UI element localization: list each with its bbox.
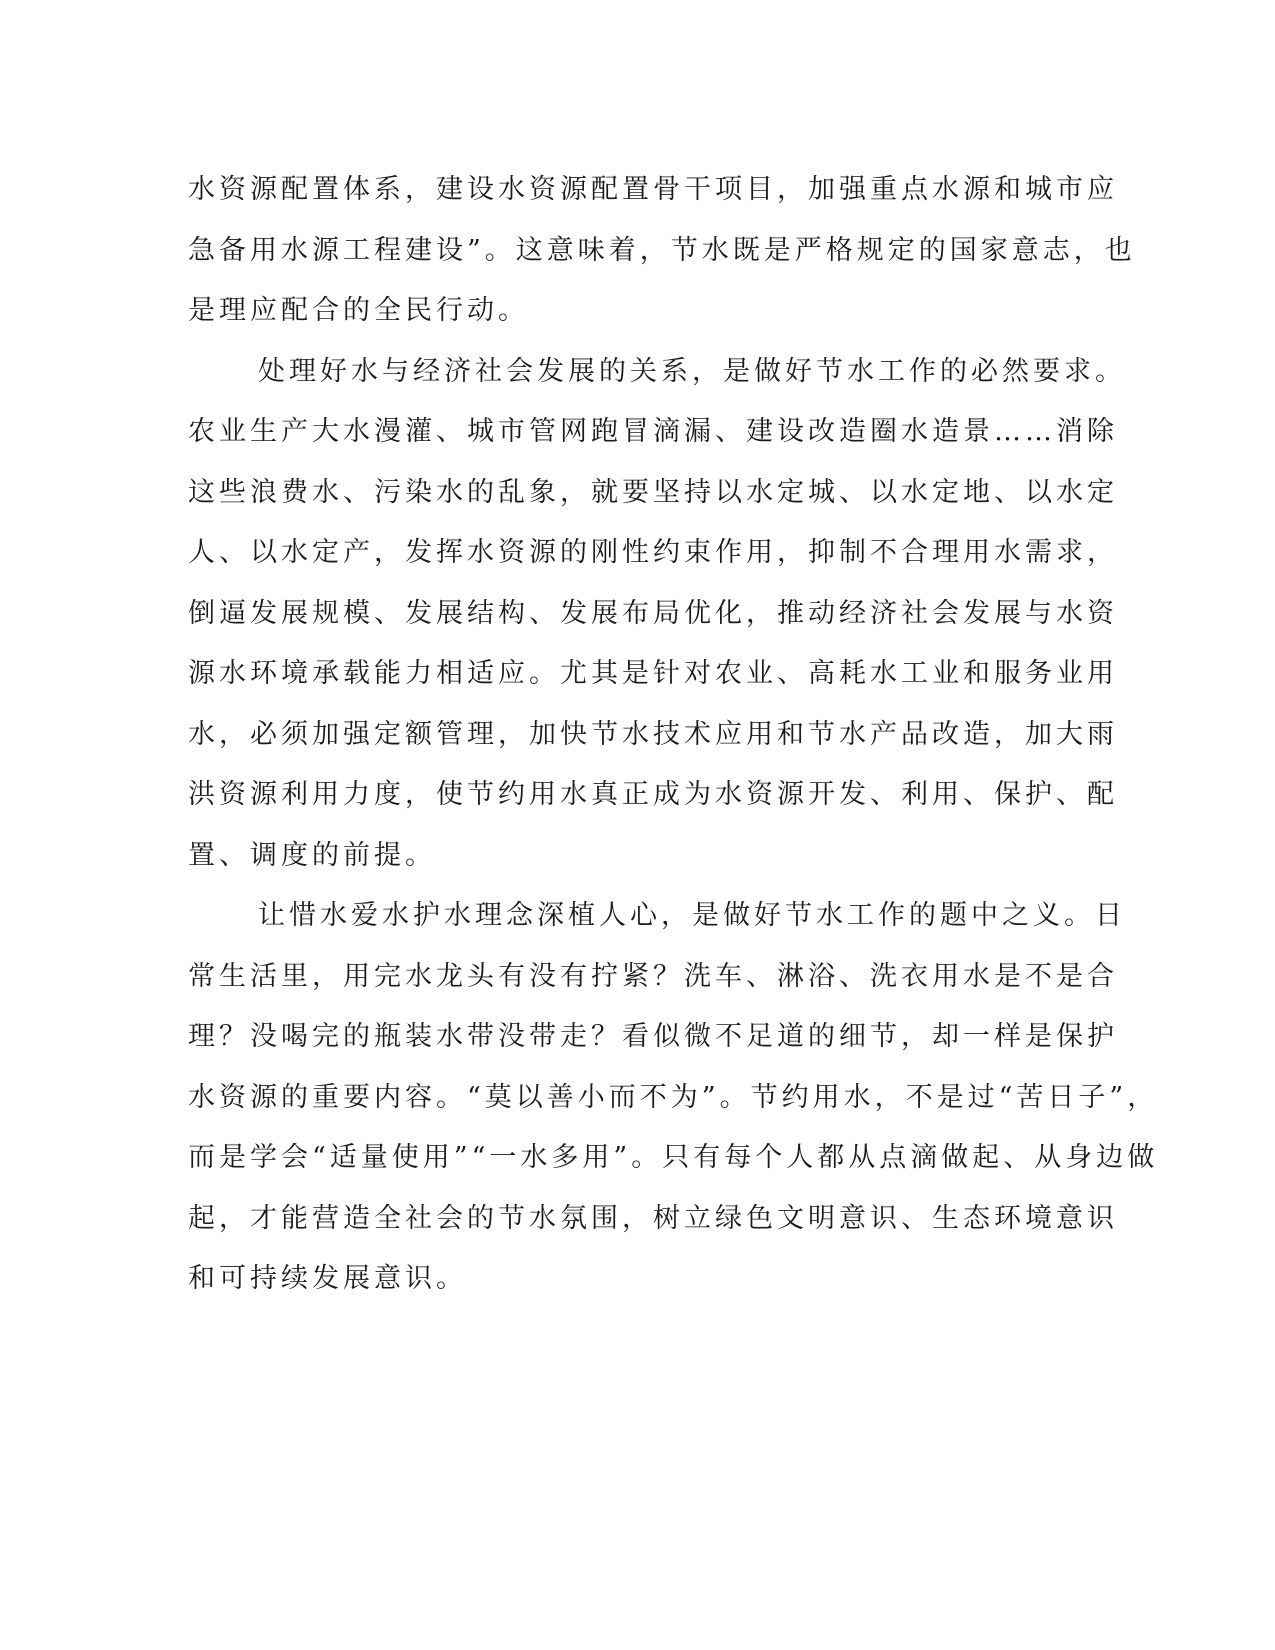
text-line: 人、以水定产，发挥水资源的刚性约束作用，抑制不合理用水需求， — [188, 537, 1118, 568]
text-line: 这些浪费水、污染水的乱象，就要坚持以水定城、以水定地、以水定 — [188, 476, 1118, 508]
text-line: 和可持续发展意识。 — [188, 1263, 467, 1294]
text-line: 常生活里，用完水龙头有没有拧紧？洗车、淋浴、洗衣用水是不是合 — [188, 960, 1118, 992]
body-text — [188, 160, 1159, 1310]
paragraph-1 — [188, 160, 1136, 342]
text-line: 而是学会“适量使用”“一水多用”。只有每个人都从点滴做起、从身边做 — [188, 1142, 1159, 1173]
text-line: 洪资源利用力度，使节约用水真正成为水资源开发、利用、保护、配 — [188, 779, 1118, 810]
text-line: 是理应配合的全民行动。 — [188, 295, 529, 326]
text-line: 起，才能营造全社会的节水氛围，树立绿色文明意识、生态环境意识 — [188, 1202, 1118, 1234]
paragraph-2 — [188, 342, 1126, 887]
text-line: 源水环境承载能力相适应。尤其是针对农业、高耗水工业和服务业用 — [188, 658, 1118, 689]
text-line: 农业生产大水漫灌、城市管网跑冒滴漏、建设改造圈水造景……消除 — [188, 416, 1118, 447]
text-line: 水，必须加强定额管理，加快节水技术应用和节水产品改造，加大雨 — [188, 718, 1118, 750]
text-line: 倒逼发展规模、发展结构、发展布局优化，推动经济社会发展与水资 — [188, 597, 1118, 629]
text-line: 让惜水爱水护水理念深植人心，是做好节水工作的题中之义。日 — [258, 900, 1126, 931]
text-line: 理？没喝完的瓶装水带没带走？看似微不足道的细节，却一样是保护 — [188, 1021, 1118, 1052]
text-line: 水资源的重要内容。“莫以善小而不为”。节约用水，不是过“苦日子”， — [188, 1081, 1159, 1113]
text-line: 处理好水与经济社会发展的关系，是做好节水工作的必然要求。 — [258, 355, 1126, 387]
text-line: 急备用水源工程建设”。这意味着，节水既是严格规定的国家意志，也 — [188, 234, 1136, 266]
text-line: 水资源配置体系，建设水资源配置骨干项目，加强重点水源和城市应 — [188, 174, 1118, 205]
text-line: 置、调度的前提。 — [188, 839, 436, 871]
paragraph-3 — [188, 886, 1159, 1310]
